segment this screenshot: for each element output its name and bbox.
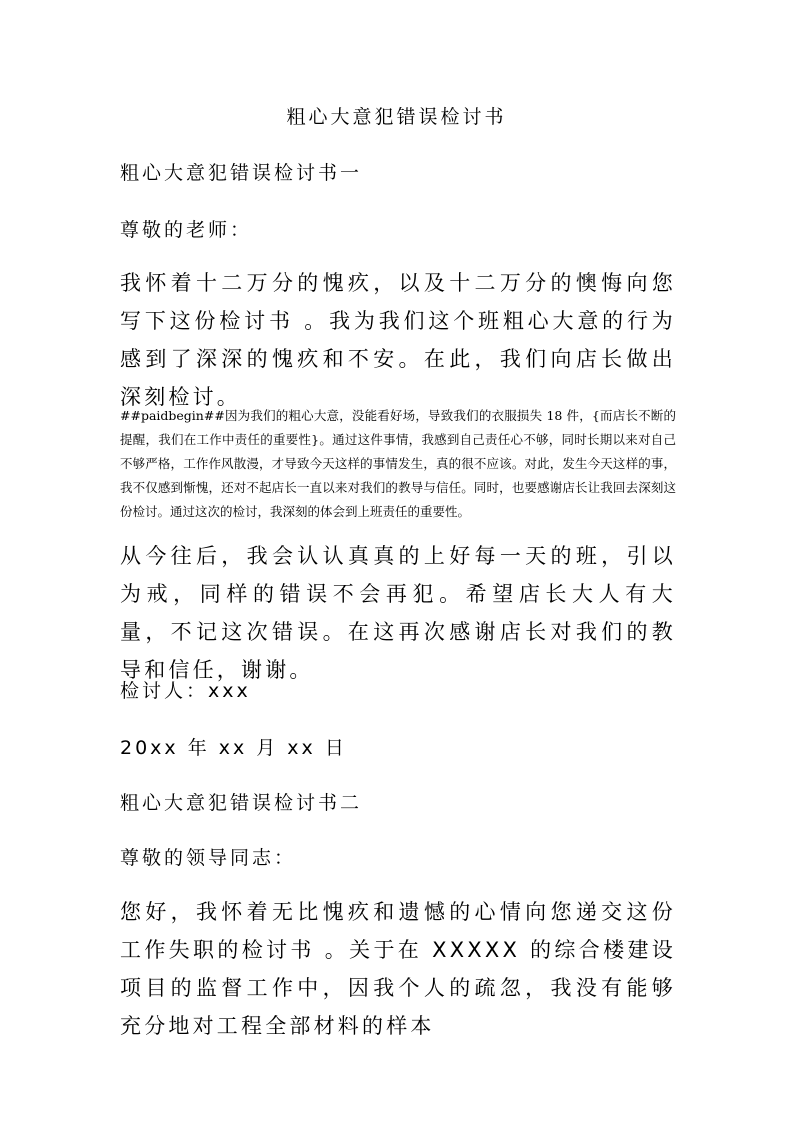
section2-paragraph-1: 您好，我怀着无比愧疚和遗憾的心情向您递交这份工作失职的检讨书 。关于在 XXXXX 的综合楼建设项目的监督工作中，因我个人的疏忽，我没有能够充分地对工程全部材料的样本 — [120, 900, 676, 1038]
document-title: 粗心大意犯错误检讨书 — [286, 106, 507, 128]
section1-paragraph-3: 从今往后，我会认认真真的上好每一天的班，引以为戒，同样的错误不会再犯。希望店长大人有大量，不记这次错误。在这再次感谢店长对我们的教导和信任，谢谢。 — [120, 544, 676, 682]
section1-date: 20xx 年 xx 月 xx 日 — [120, 737, 347, 759]
section2-salutation: 尊敬的领导同志： — [120, 847, 297, 869]
section1-heading: 粗心大意犯错误检讨书一 — [120, 162, 363, 184]
section1-signer: 检讨人：xxx — [120, 680, 251, 702]
section1-salutation: 尊敬的老师： — [120, 219, 253, 241]
section2-heading: 粗心大意犯错误检讨书二 — [120, 792, 363, 814]
section1-paragraph-1: 我怀着十二万分的愧疚，以及十二万分的懊悔向您写下这份检讨书 。我为我们这个班粗心大意的行为感到了深深的愧疚和不安。在此，我们向店长做出深刻检讨。 — [120, 271, 676, 409]
section1-paragraph-2: ##paidbegin##因为我们的粗心大意，没能看好场，导致我们的衣服损失 18 件，{而店长不断的提醒，我们在工作中责任的重要性}。通过这件事情，我感到自己责任心不够，同时长期以来对自己不够严格，工作作风散漫，才导致今天这样的事情发生，真的很不应该。对此，发生今天这样的事，我不仅感到惭愧，还对不起店长一直以来对我们的教导与信任。同时，也要感谢店长让我回去深刻这份检讨。通过这次的检讨，我深刻的体会到上班责任的重要性。 — [120, 408, 676, 519]
